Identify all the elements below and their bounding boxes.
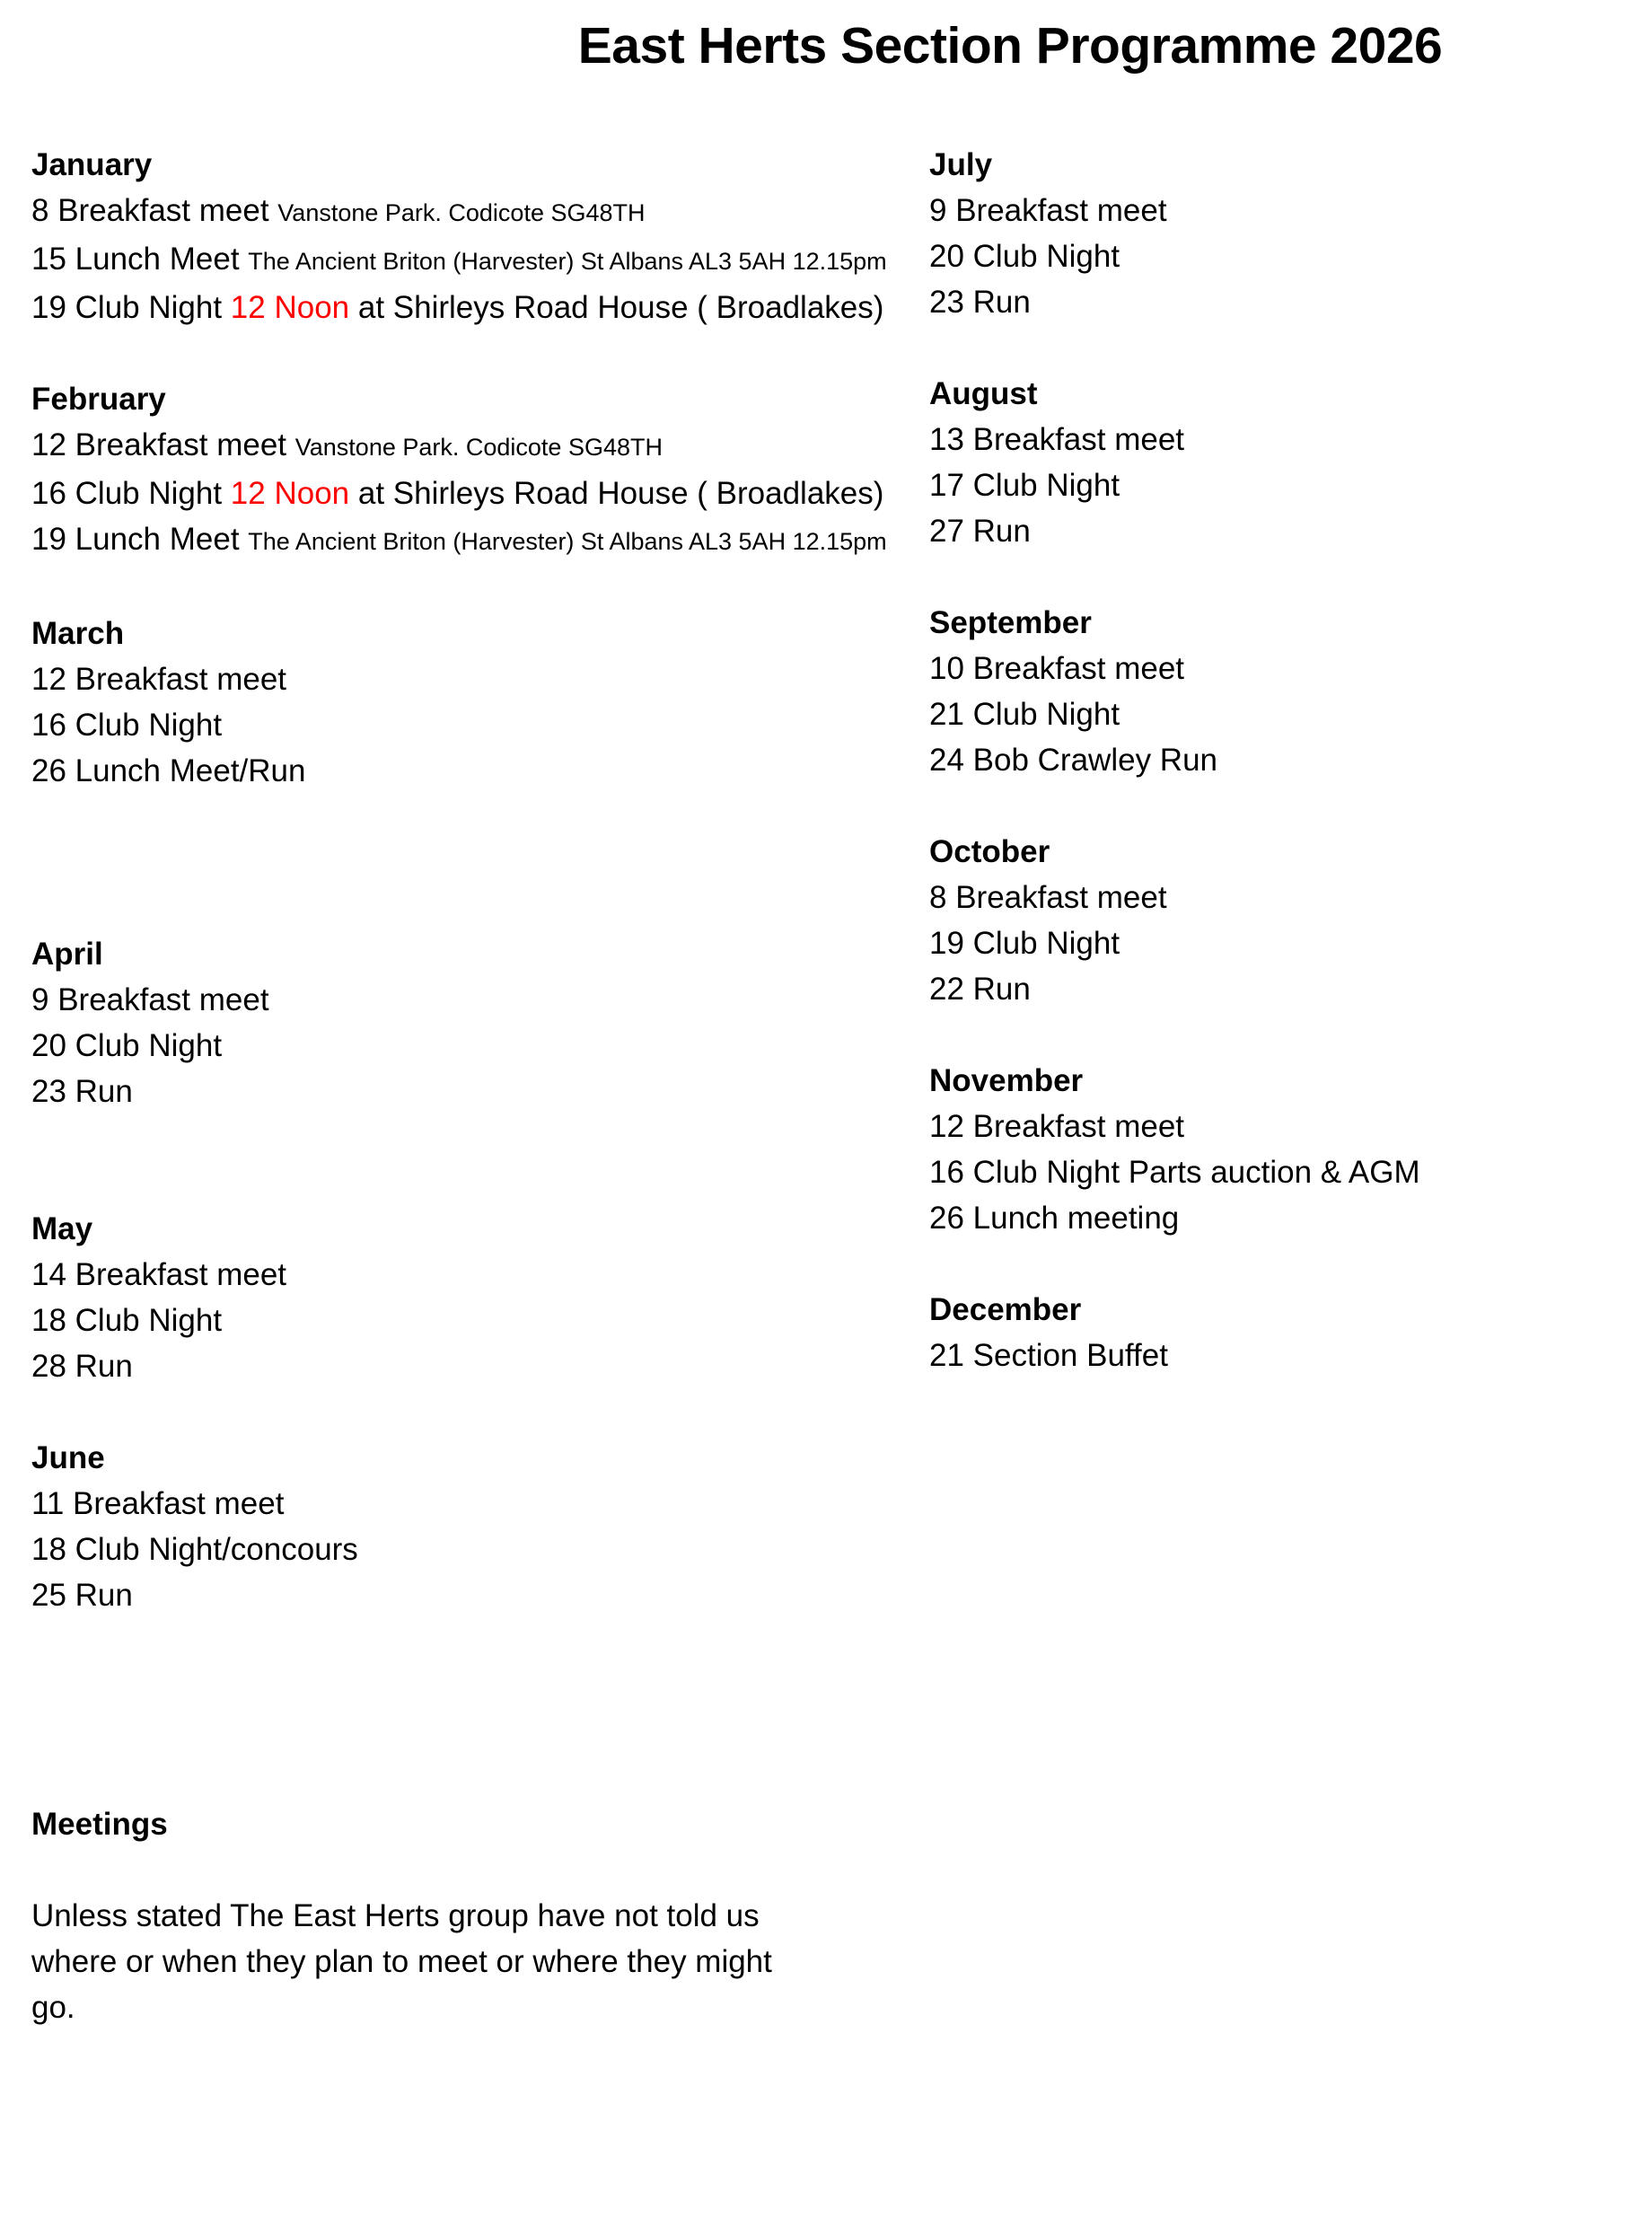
event-line [929,737,1652,783]
month-block-december [929,1287,1652,1378]
event-text: 17 Club Night [929,468,1120,503]
meetings-note-line: where or when they plan to meet or where they might [31,1944,772,1979]
event-line [31,516,929,565]
blank-line [31,1710,929,1756]
month-block-january [31,142,929,330]
blank-line [929,783,1652,829]
blank-line [929,554,1652,600]
month-heading: January [31,147,153,182]
event-text: 10 Breakfast meet [929,651,1185,686]
event-line [929,875,1652,920]
event-text: 8 Breakfast meet [31,193,278,228]
event-line [929,1104,1652,1149]
month-block-november [929,1058,1652,1241]
event-line [31,977,929,1023]
blank-line [31,885,929,931]
event-text: 26 Lunch meeting [929,1201,1180,1236]
month-heading: July [929,147,993,182]
blank-line [31,794,929,840]
event-line [31,471,929,516]
month-block-october [929,829,1652,1012]
event-line [929,1149,1652,1195]
event-text: 23 Run [31,1074,133,1109]
blank-line [31,565,929,611]
page-title: East Herts Section Programme 2026 [577,17,1443,75]
meetings-note-line: go. [31,1990,75,2025]
event-text: 19 Club Night [31,290,231,325]
blank-line [31,1389,929,1435]
event-line [31,656,929,702]
event-line [929,691,1652,737]
meetings-heading: Meetings [31,1807,168,1842]
blank-line [31,1160,929,1206]
event-line [929,966,1652,1012]
event-time-highlight: 12 Noon [230,476,350,511]
event-time-highlight: 12 Noon [230,290,350,325]
month-heading: June [31,1440,105,1475]
event-line [929,1195,1652,1241]
month-heading: November [929,1063,1084,1098]
event-line [31,1069,929,1114]
event-line [31,702,929,748]
blank-line [31,1847,929,1893]
event-text: 12 Breakfast meet [929,1109,1185,1144]
blank-line [929,1241,1652,1287]
event-line [929,646,1652,691]
event-text: 16 Club Night [31,476,231,511]
event-text: 16 Club Night [31,708,223,743]
event-text: 12 Breakfast meet [31,662,287,697]
blank-line [31,840,929,885]
event-text: 25 Run [31,1578,133,1613]
blank-line [31,1618,929,1664]
event-text: 18 Club Night/concours [31,1532,358,1567]
event-text: 20 Club Night [31,1028,223,1063]
month-heading: September [929,605,1092,640]
event-text: 9 Breakfast meet [31,982,269,1017]
event-line [31,1572,929,1618]
event-line [929,279,1652,325]
month-block-august [929,371,1652,554]
month-block-september [929,600,1652,783]
event-text: at Shirleys Road House ( Broadlakes) [349,476,884,511]
meetings-note [31,1893,929,2030]
event-text: 19 Club Night [929,926,1120,961]
event-line [929,1333,1652,1378]
event-text: 20 Club Night [929,239,1120,274]
event-line [31,1343,929,1389]
event-venue-detail: Vanstone Park. Codicote SG48TH [294,434,663,461]
event-text: 14 Breakfast meet [31,1257,287,1292]
month-heading: October [929,834,1050,869]
event-line [31,236,929,285]
event-text: 12 Breakfast meet [31,427,295,462]
month-heading: February [31,382,166,417]
event-line [31,1298,929,1343]
event-text: 27 Run [929,514,1031,549]
left-column [31,142,929,2030]
event-line [31,1527,929,1572]
event-line [929,233,1652,279]
event-line [929,508,1652,554]
right-column [929,142,1652,1378]
event-text: 9 Breakfast meet [929,193,1167,228]
month-block-april [31,931,929,1114]
blank-line [31,1664,929,1710]
month-block-may [31,1206,929,1389]
event-line [31,188,929,236]
event-line [31,1481,929,1527]
event-line [31,1252,929,1298]
event-text: 13 Breakfast meet [929,422,1185,457]
month-block-march [31,611,929,794]
event-line [929,920,1652,966]
meetings-note-line: Unless stated The East Herts group have not told us [31,1898,760,1933]
event-text: 8 Breakfast meet [929,880,1167,915]
event-text: 21 Club Night [929,697,1120,732]
event-venue-detail: The Ancient Briton (Harvester) St Albans AL3 5AH 12.15pm [248,248,887,275]
event-text: 16 Club Night Parts auction & AGM [929,1155,1420,1190]
event-text: at Shirleys Road House ( Broadlakes) [349,290,884,325]
blank-line [31,1114,929,1160]
event-text: 24 Bob Crawley Run [929,743,1217,778]
event-line [929,462,1652,508]
blank-line [929,1012,1652,1058]
event-text: 11 Breakfast meet [31,1486,285,1521]
month-heading: April [31,937,103,972]
month-heading: May [31,1211,93,1246]
event-text: 19 Lunch Meet [31,522,249,557]
event-venue-detail: The Ancient Briton (Harvester) St Albans AL3 5AH 12.15pm [248,528,887,555]
event-line [31,285,929,330]
event-line [31,748,929,794]
event-text: 18 Club Night [31,1303,223,1338]
event-text: 22 Run [929,972,1031,1007]
event-line [929,188,1652,233]
month-heading: August [929,376,1038,411]
month-block-july [929,142,1652,325]
event-line [31,1023,929,1069]
event-line [31,422,929,471]
blank-line [31,330,929,376]
event-text: 28 Run [31,1349,133,1384]
month-block-june [31,1435,929,1618]
event-text: 23 Run [929,285,1031,320]
event-text: 26 Lunch Meet/Run [31,753,306,788]
month-block-february [31,376,929,565]
month-heading: March [31,616,125,651]
month-heading: December [929,1292,1082,1327]
blank-line [31,1756,929,1801]
blank-line [929,325,1652,371]
event-text: 21 Section Buffet [929,1338,1168,1373]
event-venue-detail: Vanstone Park. Codicote SG48TH [277,199,646,226]
event-text: 15 Lunch Meet [31,242,249,277]
event-line [929,417,1652,462]
